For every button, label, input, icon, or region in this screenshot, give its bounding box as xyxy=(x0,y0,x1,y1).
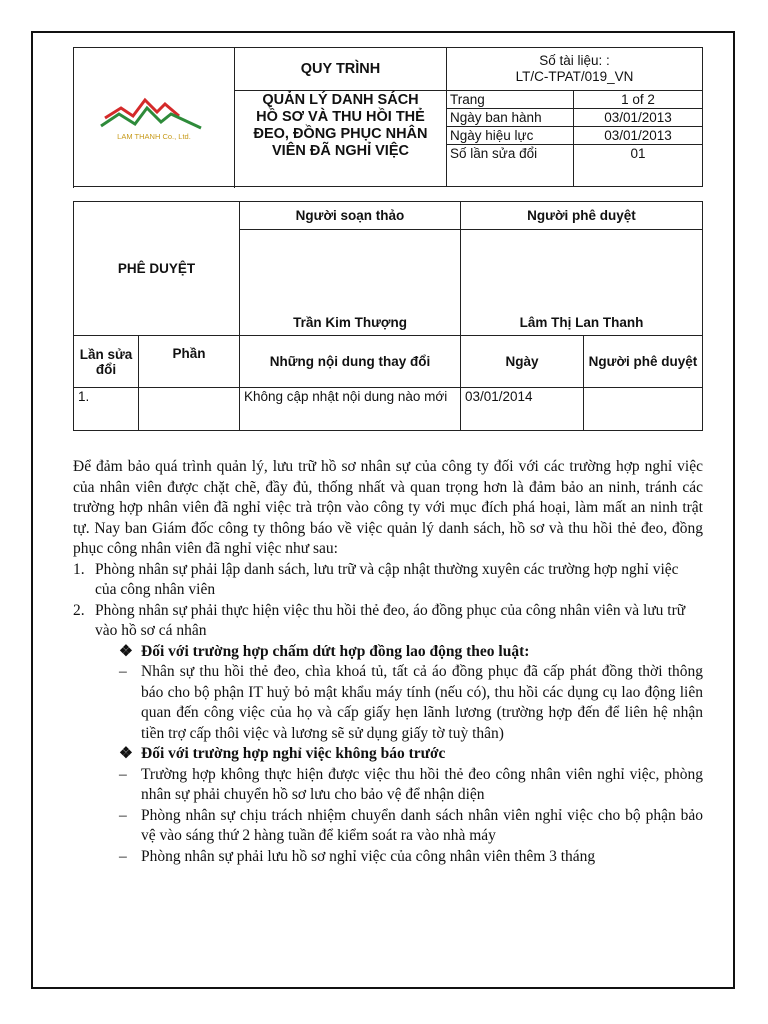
logo-text: LAM THANH Co., Ltd. xyxy=(117,131,191,141)
dash-mark: – xyxy=(119,847,127,865)
doc-number-cell xyxy=(447,48,703,91)
dash-text: Phòng nhân sự chịu trách nhiệm chuyển danh sách nhân viên nghỉ việc cho bộ phận bảo vệ vào sáng thứ 2 hàng tuần để kiểm soát ra vào nhà máy xyxy=(141,806,703,844)
author-header: Người soạn thảo xyxy=(240,202,461,230)
logo-cell xyxy=(74,48,235,187)
revision-part xyxy=(139,388,240,431)
revision-no: 1. xyxy=(74,388,139,431)
dash-item xyxy=(119,765,703,806)
revision-col-date: Ngày xyxy=(461,336,584,388)
company-logo-icon xyxy=(99,86,209,146)
meta-label-page: Trang xyxy=(447,91,574,109)
meta-label-effective-date: Ngày hiệu lực xyxy=(447,127,574,145)
meta-label-issue-date: Ngày ban hành xyxy=(447,109,574,127)
dash-text: Nhân sự thu hồi thẻ đeo, chìa khoá tủ, tất cả áo đồng phục đã cấp phát đồng thời thông báo cho bộ phận IT huỷ bỏ mật khẩu máy tính (nếu có), thu hồi các dụng cụ lao động liên quan đến công việc của họ và cấp giấy hẹn lãnh lương (trường hợp đến để liên hệ nhận tiền trợ cấp thôi việc và lương sẽ sử dụng giấy tờ tuỳ thân) xyxy=(141,663,703,742)
revision-col-part: Phần xyxy=(139,336,240,388)
case-heading xyxy=(119,744,703,765)
list-text: Phòng nhân sự phải lập danh sách, lưu trữ và cập nhật thường xuyên các trường hợp nghỉ việc của công nhân viên xyxy=(95,560,679,598)
list-number: 1. xyxy=(73,560,85,578)
meta-value-page: 1 of 2 xyxy=(574,91,703,109)
revision-col-changes: Những nội dung thay đổi xyxy=(240,336,461,388)
subtitle-line: QUẢN LÝ DANH SÁCH xyxy=(262,92,419,108)
document-header-table xyxy=(73,47,703,187)
approver-header: Người phê duyệt xyxy=(461,202,703,230)
doc-number: LT/C-TPAT/019_VN xyxy=(515,69,634,84)
dash-mark: – xyxy=(119,806,127,824)
doc-subtitle xyxy=(235,91,447,187)
revision-col-approver: Người phê duyệt xyxy=(584,336,703,388)
meta-value-revision-count: 01 xyxy=(574,145,703,187)
meta-value-effective-date: 03/01/2013 xyxy=(574,127,703,145)
subtitle-line: VIÊN ĐÃ NGHỈ VIỆC xyxy=(272,143,409,159)
meta-value-issue-date: 03/01/2013 xyxy=(574,109,703,127)
list-text: Phòng nhân sự phải thực hiện việc thu hồi thẻ đeo, áo đồng phục của công nhân viên và lưu trữ vào hồ sơ cá nhân xyxy=(95,601,686,639)
doc-title: QUY TRÌNH xyxy=(235,48,447,91)
list-number: 2. xyxy=(73,601,85,619)
subtitle-line: ĐEO, ĐỒNG PHỤC NHÂN xyxy=(253,126,428,142)
revision-col-no: Lần sửa đổi xyxy=(74,336,139,388)
diamond-bullet-icon: ❖ xyxy=(119,642,133,660)
diamond-bullet-icon: ❖ xyxy=(119,745,133,762)
doc-number-label: Số tài liệu: : xyxy=(539,53,610,68)
sub-section xyxy=(119,642,703,868)
approval-table xyxy=(73,201,703,431)
list-item xyxy=(73,560,703,601)
dash-text: Trường hợp không thực hiện được việc thu hồi thẻ đeo công nhân viên nghỉ việc, phòng nhân sự phải chuyển hồ sơ lưu cho bảo vệ để nhận diện xyxy=(141,765,703,803)
revision-approver xyxy=(584,388,703,431)
author-name: Trần Kim Thượng xyxy=(240,230,461,336)
dash-mark: – xyxy=(119,765,127,783)
revision-date: 03/01/2014 xyxy=(461,388,584,431)
case-title: Đối với trường hợp nghỉ việc không báo trước xyxy=(141,745,446,762)
intro-paragraph: Để đảm bảo quá trình quản lý, lưu trữ hồ sơ nhân sự của công ty đối với các trường hợp nghỉ việc của nhân viên được chặt chẽ, đầy đủ, thống nhất và quan trọng hơn là đảm bảo an ninh, tránh các trường hợp nhân viên đã nghỉ việc trà trộn vào công ty với mục đích phá hoại, làm mất an ninh trật tự. Nay ban Giám đốc công ty thông báo về việc quản lý danh sách, hồ sơ và thu hồi thẻ đeo, đồng phục công nhân viên đã nghỉ việc như sau: xyxy=(73,458,703,557)
case-title: Đối với trường hợp chấm dứt hợp đồng lao động theo luật: xyxy=(141,642,530,660)
approval-section-label: PHÊ DUYỆT xyxy=(74,202,240,336)
dash-mark: – xyxy=(119,663,127,680)
list-item xyxy=(73,601,703,642)
subtitle-line: HỒ SƠ VÀ THU HỒI THẺ xyxy=(256,109,425,125)
dash-item xyxy=(119,662,703,744)
case-heading xyxy=(119,642,703,663)
approver-name: Lâm Thị Lan Thanh xyxy=(461,230,703,336)
dash-item xyxy=(119,806,703,847)
meta-label-revision-count: Số lần sửa đổi xyxy=(447,145,574,187)
revision-changes: Không cập nhật nội dung nào mới xyxy=(240,388,461,431)
dash-item xyxy=(119,847,703,868)
dash-text: Phòng nhân sự phải lưu hồ sơ nghỉ việc của công nhân viên thêm 3 tháng xyxy=(141,847,596,865)
body-text xyxy=(73,457,703,867)
